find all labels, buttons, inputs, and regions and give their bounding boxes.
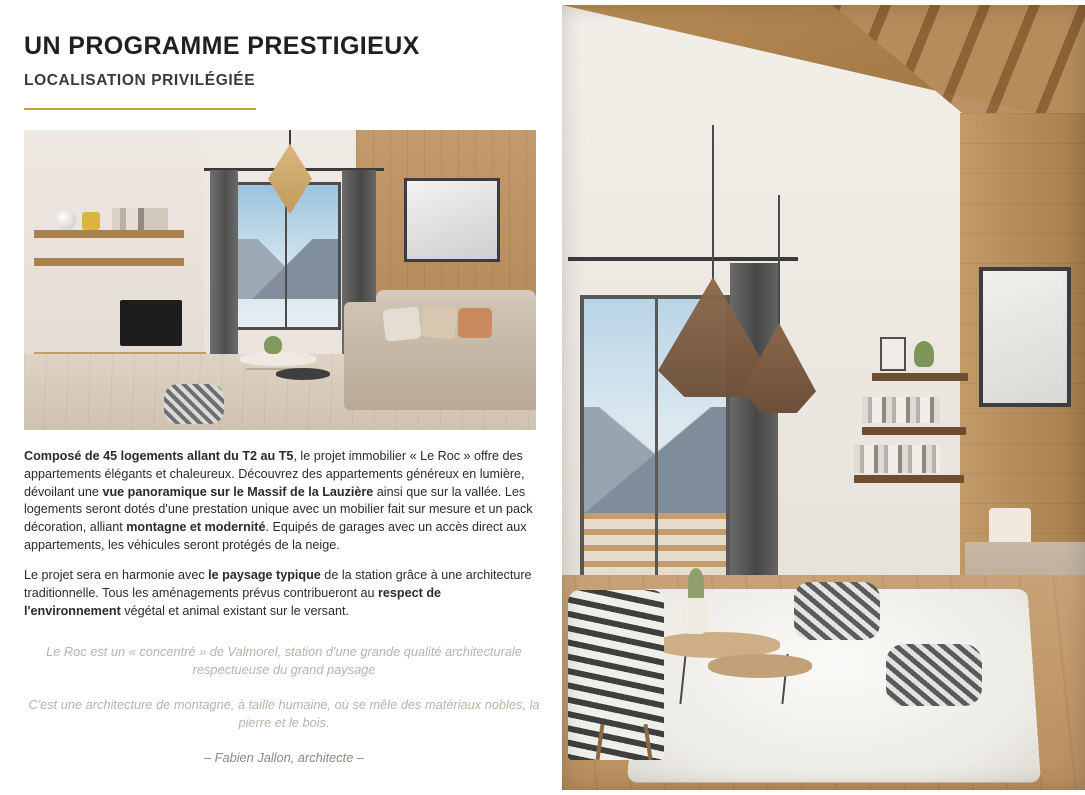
photo2-lantern-decor — [880, 337, 906, 371]
photo2-pendant-cord-1 — [712, 125, 714, 280]
photo2-books-2 — [854, 445, 940, 473]
photo2-armchair-leg-2 — [644, 724, 653, 760]
interior-photo-living-room — [24, 130, 536, 430]
photo2-corner-shelf-3 — [854, 475, 964, 483]
photo2-vase — [682, 594, 708, 634]
paragraph-1 — [24, 448, 538, 555]
photo2-books-1 — [862, 397, 940, 423]
para2-run-5: végétal et animal existant sur le versant. — [120, 603, 349, 618]
photo1-cushion-3 — [458, 308, 492, 338]
page-title: UN PROGRAMME PRESTIGIEUX — [24, 32, 420, 60]
para2-run-1: Le projet sera en harmonie avec — [24, 568, 209, 582]
photo1-cushion-1 — [382, 306, 421, 342]
para1-run-5: montagne et modernité — [126, 520, 266, 535]
photo1-shelf-upper — [34, 230, 184, 238]
para1-run-3: vue panoramique sur le Massif de la Lauzière — [102, 484, 374, 499]
photo2-curtain — [730, 263, 778, 613]
photo1-wall-mirror — [404, 178, 500, 262]
paragraph-2 — [24, 567, 538, 621]
photo1-coffee-table — [240, 352, 316, 366]
quote-author: – Fabien Jallon, architecte – — [203, 749, 365, 765]
para2-run-4: respect de l'environnement — [24, 585, 442, 618]
photo2-curtain-rod — [568, 257, 798, 261]
quote-line-2: C'est une architecture de montagne, à taille humaine, où se mêle des matériaux nobles, la pierre et le bois. — [28, 696, 540, 731]
para2-run-2: le paysage typique — [208, 568, 321, 582]
para1-run-6: . Equipés de garages avec un accès direct aux appartements, les véhicules seront protégés de la neige. — [24, 520, 527, 553]
photo1-plant — [264, 336, 282, 354]
photo2-armchair — [568, 590, 664, 760]
para2-run-3: de la station grâce à une architecture traditionnelle. Tous les aménagements prévus contribueront au — [24, 568, 532, 600]
photo2-wall-mirror — [979, 267, 1071, 407]
para1-run-4: ainsi que sur la vallée. Les logements seront dotés d'une prestation unique avec un mobilier fait sur mesure et un pack décoration, alliant — [24, 484, 533, 535]
quote-line-1: Le Roc est un « concentré » de Valmorel, station d'une grande qualité architecturale respectueuse du grand paysage — [46, 643, 522, 678]
photo1-television — [120, 300, 182, 346]
photo1-curtain-left — [210, 170, 238, 370]
photo1-globe-decor — [56, 210, 76, 230]
photo2-corner-shelf-2 — [862, 427, 966, 435]
photo2-plant-decor — [914, 341, 934, 367]
photo2-pouf-2 — [886, 644, 982, 706]
photo1-books — [112, 208, 168, 230]
architect-quote-block — [24, 643, 544, 768]
photo2-pouf-1 — [794, 582, 880, 640]
page-subtitle: LOCALISATION PRIVILÉGIÉE — [24, 71, 256, 89]
para1-run-2: , le projet immobilier « Le Roc » offre des appartements élégants et chaleureux. Découvrez des appartements généreux en lumière, dévoilant une — [24, 448, 525, 499]
photo1-cushion-2 — [421, 304, 458, 339]
photo2-table-lamp — [989, 508, 1031, 542]
photo2-coffee-table-2 — [708, 654, 812, 678]
photo2-pendant-cord-2 — [778, 195, 780, 325]
para1-run-1: Composé de 45 logements allant du T2 au T5 — [24, 448, 294, 463]
photo2-corner-shelf-1 — [872, 373, 968, 381]
interior-photo-mezzanine — [562, 5, 1085, 790]
photo2-armchair-leg-1 — [596, 724, 605, 760]
photo2-branch-decor — [688, 568, 704, 598]
photo1-mountain-view — [232, 239, 338, 299]
photo1-pendant-cord — [289, 130, 291, 146]
photo1-side-table — [276, 368, 330, 380]
photo1-shelf-lower — [34, 258, 184, 266]
gold-divider — [24, 108, 256, 110]
photo1-table-lamp — [82, 212, 100, 230]
photo1-pouf — [164, 384, 224, 424]
photo2-mountain-view — [584, 407, 726, 517]
description-text — [24, 448, 538, 621]
